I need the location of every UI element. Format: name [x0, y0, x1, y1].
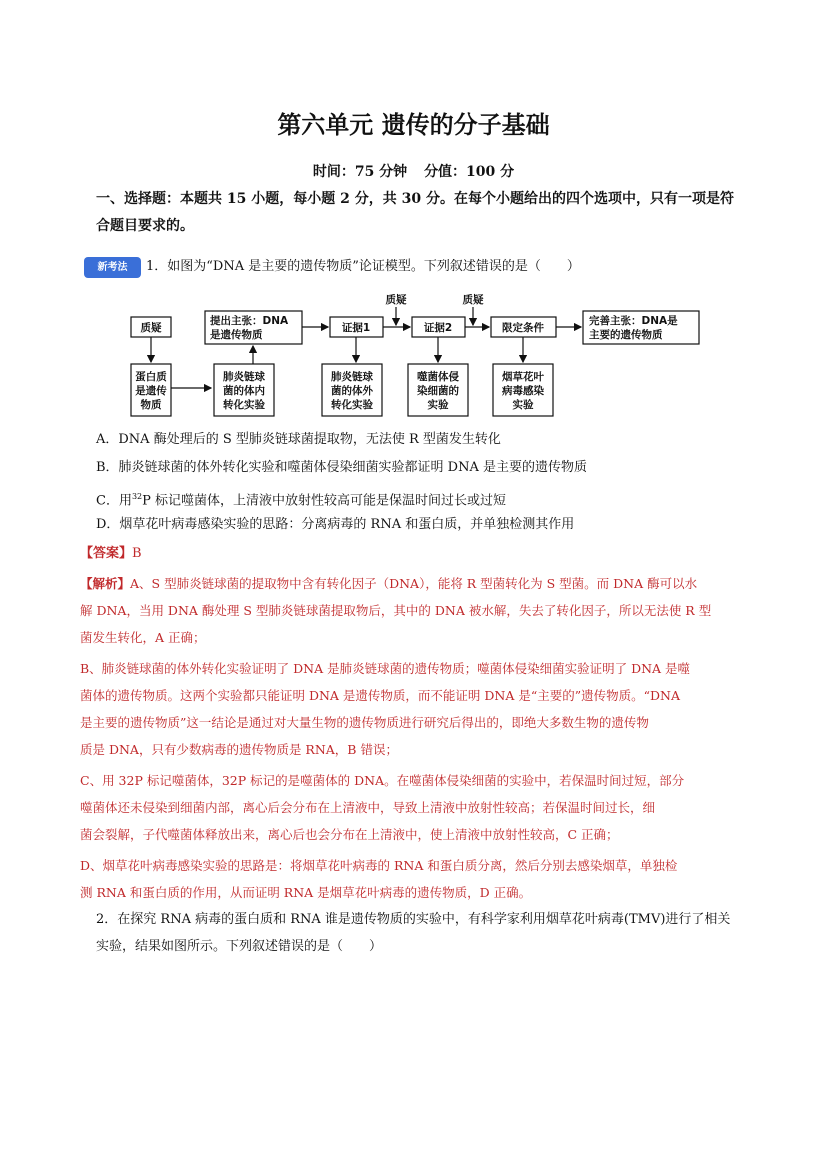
- answer-value: B: [132, 546, 142, 561]
- protein-line-2: 是遗传: [135, 385, 167, 397]
- doubt-label-2: 质疑: [385, 294, 407, 306]
- argument-model-diagram: [125, 288, 705, 424]
- limit-label: 限定条件: [502, 322, 544, 334]
- evidence-1-label: 证据1: [341, 322, 371, 334]
- tmv-line-2: 病毒感染: [502, 385, 544, 397]
- claim-line-1: 提出主张：DNA: [210, 315, 289, 327]
- analysis-line-2: 解 DNA，当用 DNA 酶处理 S 型肺炎链球菌提取物后，其中的 DNA 被水解，失去了转化因子，所以无法使 R 型: [80, 603, 712, 618]
- tmv-line-1: 烟草花叶: [502, 371, 544, 383]
- analysis-line-11: D、烟草花叶病毒感染实验的思路是：将烟草花叶病毒的 RNA 和蛋白质分离，然后分别去感染烟草，单独检: [80, 858, 678, 873]
- claim-line-2: 是遗传物质: [210, 329, 263, 341]
- answer: [80, 544, 142, 564]
- option-c-text: P 标记噬菌体，上清液中放射性较高可能是保温时间过长或过短: [142, 493, 507, 509]
- phage-line-2: 染细菌的: [417, 385, 459, 397]
- exam-meta: [0, 161, 827, 181]
- answer-label: 【答案】: [80, 546, 133, 561]
- question-1-stem: 1．如图为“DNA 是主要的遗传物质”论证模型。下列叙述错误的是（ ）: [146, 259, 580, 274]
- final-claim-line-1: 完善主张：DNA是: [589, 315, 678, 327]
- section-heading: 一、选择题：本题共 15 小题，每小题 2 分，共 30 分。在每个小题给出的四个选项中，只有一项是符合题目要求的。: [96, 191, 734, 234]
- evidence-2-label: 证据2: [423, 322, 453, 334]
- in-vitro-line-3: 转化实验: [331, 399, 373, 411]
- analysis-line-1: [80, 570, 756, 597]
- exam-time: 时间：75 分钟: [312, 164, 408, 180]
- doubt-label-3: 质疑: [462, 294, 484, 306]
- analysis-line-9: 噬菌体还未侵染到细菌内部，离心后会分布在上清液中，导致上清液中放射性较高；若保温时间过长，细: [80, 800, 656, 815]
- analysis-line-4: B、肺炎链球菌的体外转化实验证明了 DNA 是肺炎链球菌的遗传物质；噬菌体侵染细菌实验证明了 DNA 是噬: [80, 661, 691, 676]
- option-b: B．肺炎链球菌的体外转化实验和噬菌体侵染细菌实验都证明 DNA 是主要的遗传物质: [96, 460, 588, 475]
- option-c-prefix: C．用: [96, 493, 132, 509]
- phage-line-1: 噬菌体侵: [417, 371, 459, 383]
- final-claim-line-2: 主要的遗传物质: [589, 329, 663, 341]
- analysis-line-5: 菌体的遗传物质。这两个实验都只能证明 DNA 是遗传物质，而不能证明 DNA 是“主要的”遗传物质。“DNA: [80, 688, 681, 703]
- protein-line-1: 蛋白质: [135, 371, 167, 383]
- option-a: A．DNA 酶处理后的 S 型肺炎链球菌提取物，无法使 R 型菌发生转化: [96, 432, 501, 447]
- question-2-line-2: 实验，结果如图所示。下列叙述错误的是（ ）: [96, 939, 383, 954]
- option-d: D．烟草花叶病毒感染实验的思路：分离病毒的 RNA 和蛋白质，并单独检测其作用: [96, 517, 575, 532]
- option-c: [96, 487, 506, 511]
- page-title: 第六单元 遗传的分子基础: [277, 111, 550, 139]
- in-vivo-line-3: 转化实验: [223, 399, 265, 411]
- analysis-line-7: 质是 DNA，只有少数病毒的遗传物质是 RNA，B 错误；: [80, 742, 398, 757]
- analysis-line-12: 测 RNA 和蛋白质的作用，从而证明 RNA 是烟草花叶病毒的遗传物质，D 正确。: [80, 885, 532, 900]
- analysis-line-6: 是主要的遗传物质”这一结论是通过对大量生物的遗传物质进行研究后得出的，即绝大多数生物的遗传物: [80, 715, 649, 730]
- new-method-badge: 新考法: [84, 257, 141, 278]
- analysis-line-8: C、用 32P 标记噬菌体，32P 标记的是噬菌体的 DNA。在噬菌体侵染细菌的实验中，若保温时间过短，部分: [80, 773, 685, 788]
- question-2-line-1: 2．在探究 RNA 病毒的蛋白质和 RNA 谁是遗传物质的实验中，有科学家利用烟草花叶病毒(TMV)进行了相关: [96, 912, 731, 927]
- tmv-line-3: 实验: [512, 399, 534, 411]
- analysis-text-1: A、S 型肺炎链球菌的提取物中含有转化因子（DNA），能将 R 型菌转化为 S 型菌。而 DNA 酶可以水: [130, 576, 698, 591]
- in-vivo-line-2: 菌的体内: [223, 385, 265, 397]
- analysis-line-10: 菌会裂解，子代噬菌体释放出来，离心后也会分布在上清液中，使上清液中放射性较高，C 正确；: [80, 827, 619, 842]
- analysis-line-3: 菌发生转化，A 正确；: [80, 630, 206, 645]
- phage-line-3: 实验: [427, 399, 449, 411]
- option-c-isotope: 32: [131, 492, 143, 501]
- in-vitro-line-1: 肺炎链球: [331, 371, 373, 383]
- in-vitro-line-2: 菌的体外: [331, 385, 373, 397]
- doubt-label-1: 质疑: [140, 322, 162, 334]
- exam-score: 分值：100 分: [424, 164, 515, 180]
- analysis-label: 【解析】: [80, 576, 131, 591]
- in-vivo-line-1: 肺炎链球: [223, 371, 265, 383]
- protein-line-3: 物质: [140, 399, 162, 411]
